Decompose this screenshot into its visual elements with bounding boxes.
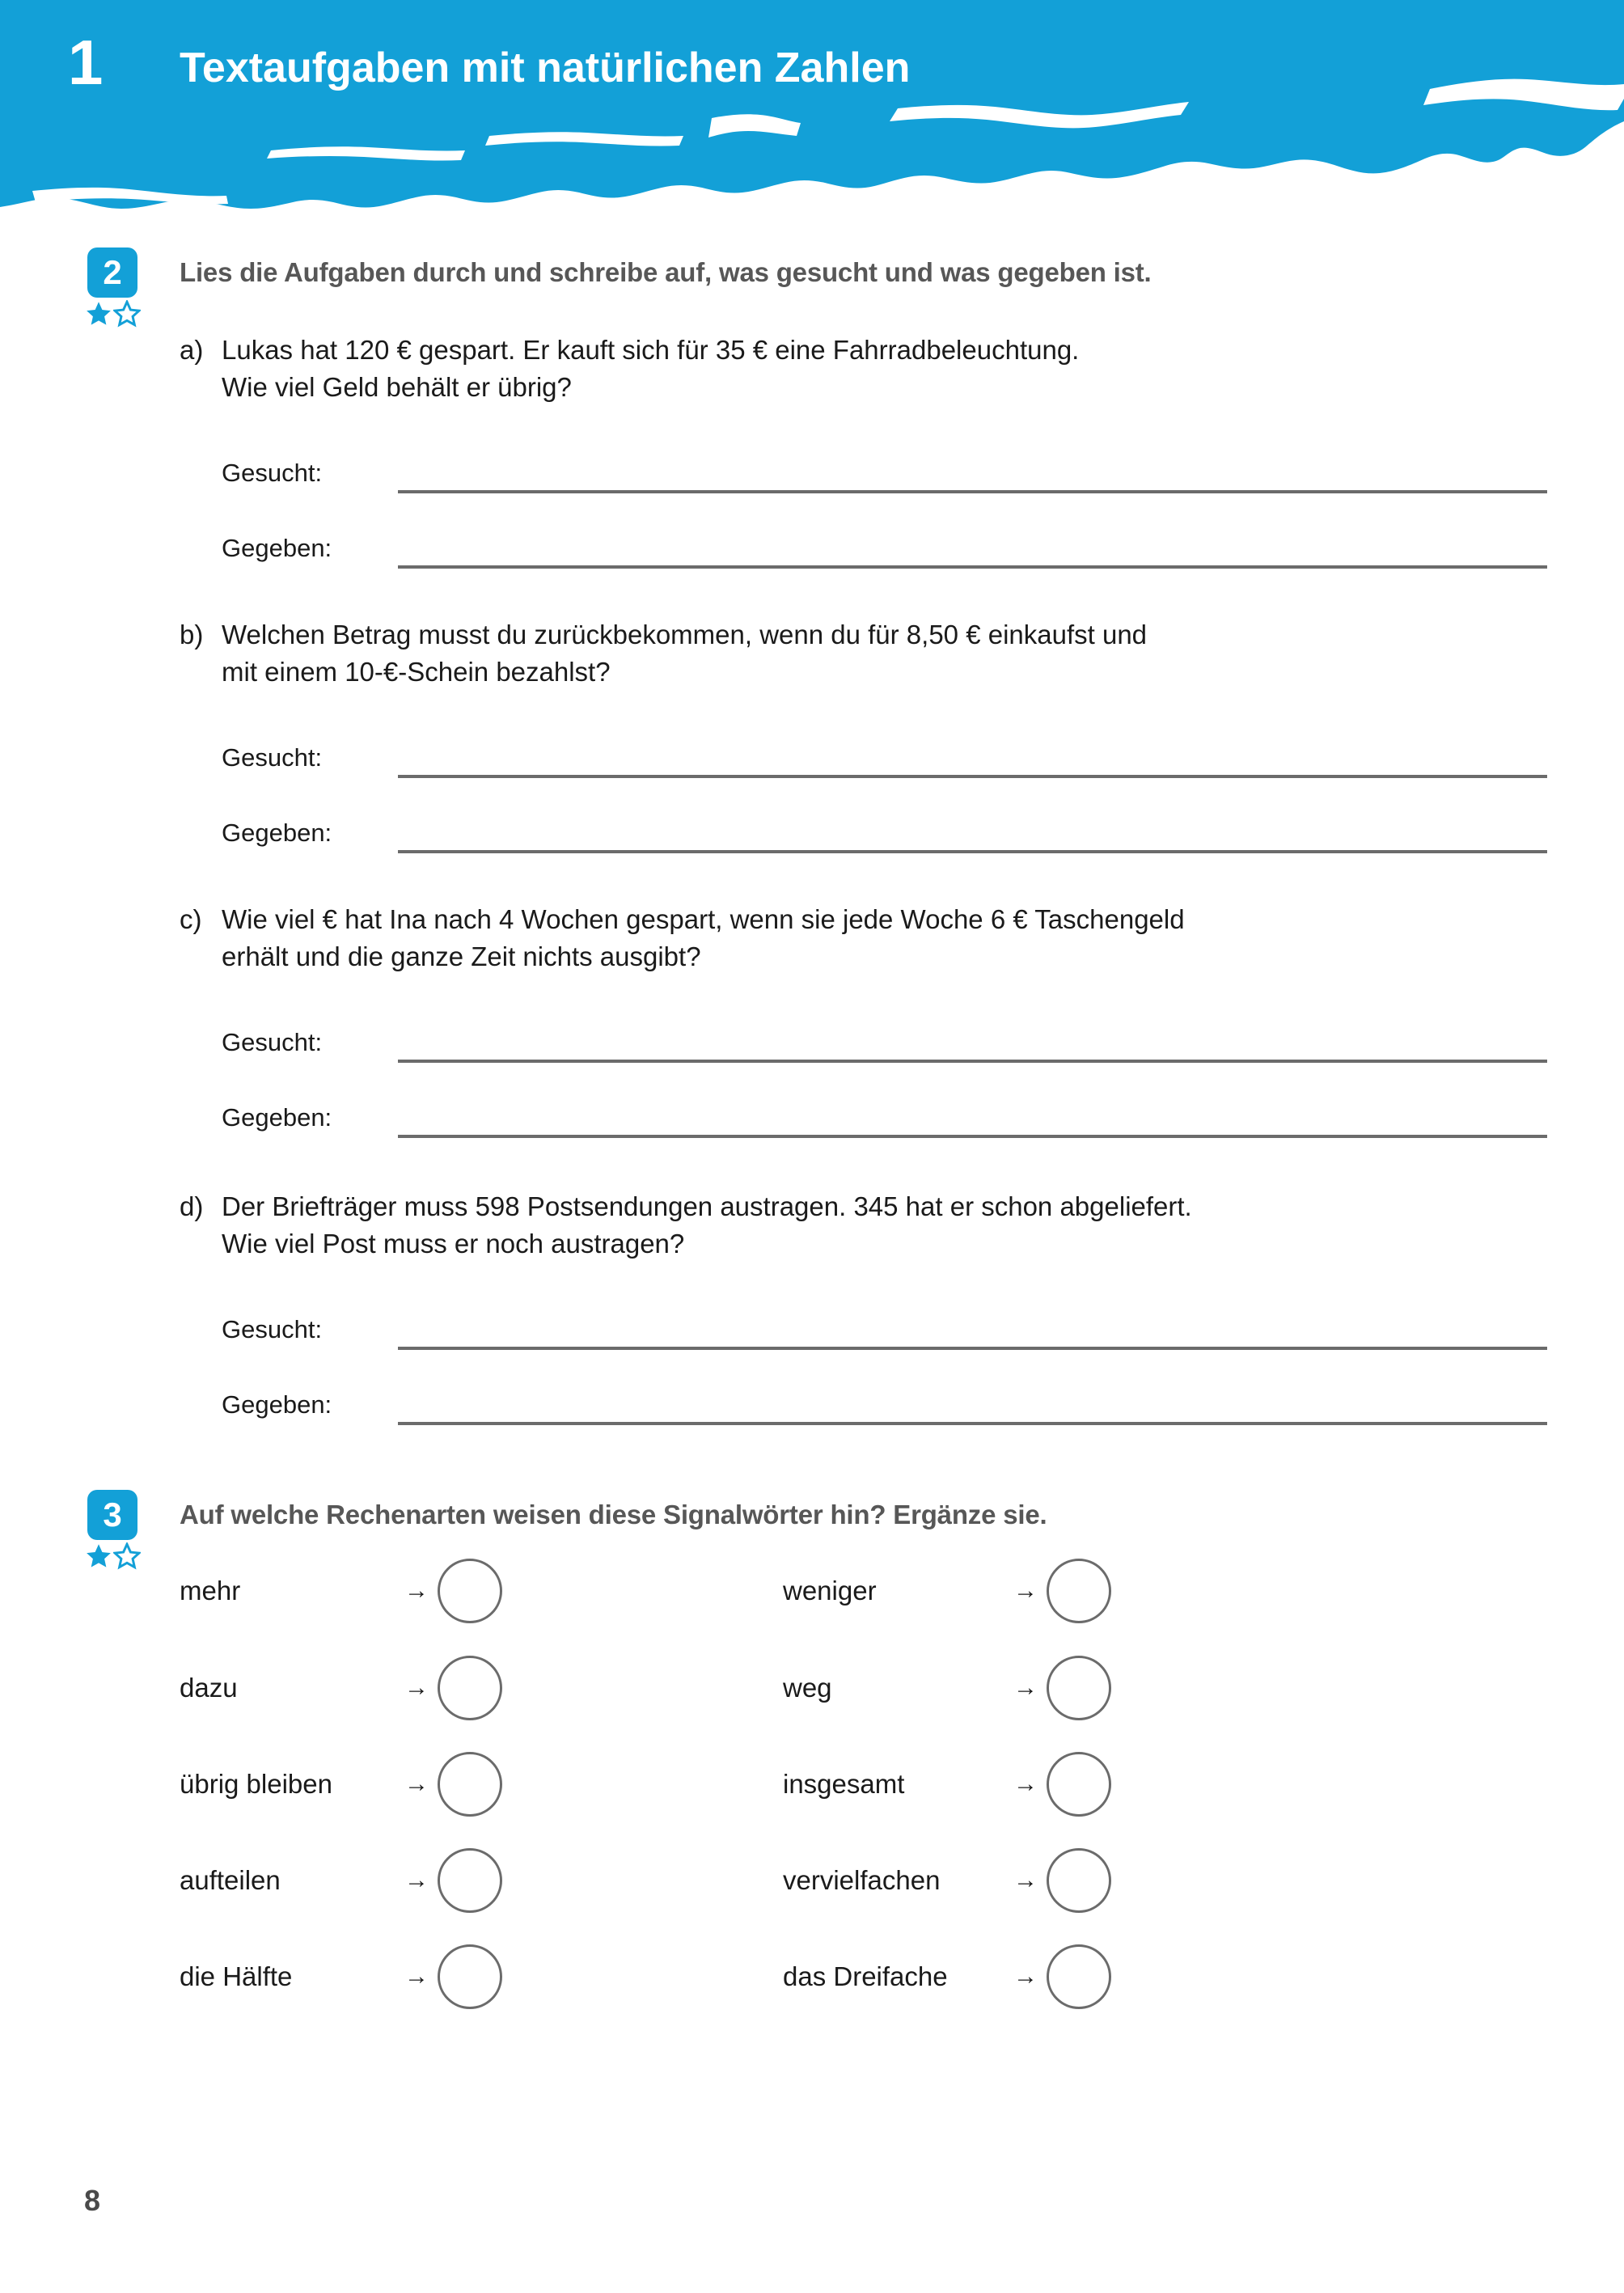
star-filled-icon xyxy=(85,300,112,328)
answer-circle-left-1[interactable] xyxy=(438,1559,502,1623)
answer-circle-left-3[interactable] xyxy=(438,1752,502,1817)
answer-circle-left-2[interactable] xyxy=(438,1656,502,1720)
header-banner xyxy=(0,0,1624,218)
star-outline-icon xyxy=(113,300,141,328)
task-c-gesucht-line[interactable] xyxy=(398,1060,1547,1063)
task-a-gegeben-label: Gegeben: xyxy=(222,534,332,562)
arrow-icon: → xyxy=(404,1867,429,1893)
signal-word-left-5: die Hälfte xyxy=(180,1961,293,1991)
answer-circle-right-4[interactable] xyxy=(1047,1848,1111,1913)
task-d-gegeben-label: Gegeben: xyxy=(222,1390,332,1419)
answer-circle-right-3[interactable] xyxy=(1047,1752,1111,1817)
task-c-gegeben-label: Gegeben: xyxy=(222,1103,332,1132)
exercise-number-badge: 2 xyxy=(87,247,137,298)
task-d-line2: Wie viel Post muss er noch austragen? xyxy=(222,1229,685,1259)
task-d-gesucht-line[interactable] xyxy=(398,1347,1547,1350)
task-letter-d: d) xyxy=(180,1191,204,1221)
answer-circle-left-4[interactable] xyxy=(438,1848,502,1913)
task-b-gegeben-label: Gegeben: xyxy=(222,819,332,847)
arrow-icon: → xyxy=(1013,1674,1038,1701)
exercise-3-badge-group xyxy=(76,1490,149,1570)
task-d-gesucht-label: Gesucht: xyxy=(222,1315,323,1343)
page-title: Textaufgaben mit natürlichen Zahlen xyxy=(180,44,911,91)
exercise-2-badge-group xyxy=(76,247,149,328)
signal-word-left-1: mehr xyxy=(180,1576,241,1606)
arrow-icon: → xyxy=(404,1963,429,1990)
arrow-icon: → xyxy=(1013,1771,1038,1797)
exercise-3-instruction: Auf welche Rechenarten weisen diese Signalwörter hin? Ergänze sie. xyxy=(180,1500,1047,1529)
task-a-gesucht-line[interactable] xyxy=(398,490,1547,493)
task-a-gegeben-line[interactable] xyxy=(398,565,1547,569)
signal-word-left-4: aufteilen xyxy=(180,1865,281,1895)
signal-word-left-2: dazu xyxy=(180,1673,238,1703)
task-letter-a: a) xyxy=(180,335,204,365)
signal-word-right-2: weg xyxy=(783,1673,832,1703)
signal-word-right-1: weniger xyxy=(783,1576,877,1606)
brushstroke-shape xyxy=(0,0,1624,218)
task-b-gesucht-line[interactable] xyxy=(398,775,1547,778)
arrow-icon: → xyxy=(404,1771,429,1797)
task-b-line1: Welchen Betrag musst du zurückbekommen, wenn du für 8,50 € einkaufst und xyxy=(222,620,1148,649)
exercise-2-instruction: Lies die Aufgaben durch und schreibe auf, was gesucht und was gegeben ist. xyxy=(180,257,1152,287)
arrow-icon: → xyxy=(1013,1867,1038,1893)
signal-word-left-3: übrig bleiben xyxy=(180,1769,332,1799)
arrow-icon: → xyxy=(404,1577,429,1604)
task-c-line2: erhält und die ganze Zeit nichts ausgibt? xyxy=(222,941,701,971)
arrow-icon: → xyxy=(1013,1963,1038,1990)
signal-word-right-4: vervielfachen xyxy=(783,1865,941,1895)
star-filled-icon xyxy=(85,1542,112,1570)
task-c-gesucht-label: Gesucht: xyxy=(222,1028,323,1056)
task-d-gegeben-line[interactable] xyxy=(398,1422,1547,1425)
task-d-line1: Der Briefträger muss 598 Postsendungen austragen. 345 hat er schon abgeliefert. xyxy=(222,1191,1192,1221)
signal-word-right-5: das Dreifache xyxy=(783,1961,948,1991)
arrow-icon: → xyxy=(1013,1577,1038,1604)
task-b-line2: mit einem 10-€-Schein bezahlst? xyxy=(222,657,611,687)
star-outline-icon xyxy=(113,1542,141,1570)
task-c-gegeben-line[interactable] xyxy=(398,1135,1547,1138)
answer-circle-right-1[interactable] xyxy=(1047,1559,1111,1623)
task-b-gesucht-label: Gesucht: xyxy=(222,743,323,772)
difficulty-stars xyxy=(76,1542,149,1570)
chapter-number: 1 xyxy=(68,27,103,98)
answer-circle-right-2[interactable] xyxy=(1047,1656,1111,1720)
answer-circle-right-5[interactable] xyxy=(1047,1944,1111,2009)
task-b-gegeben-line[interactable] xyxy=(398,850,1547,853)
task-a-line1: Lukas hat 120 € gespart. Er kauft sich für 35 € eine Fahrradbeleuchtung. xyxy=(222,335,1080,365)
difficulty-stars xyxy=(76,300,149,328)
signal-word-right-3: insgesamt xyxy=(783,1769,905,1799)
task-a-line2: Wie viel Geld behält er übrig? xyxy=(222,372,572,402)
exercise-number-badge: 3 xyxy=(87,1490,137,1540)
task-a-gesucht-label: Gesucht: xyxy=(222,459,323,487)
task-letter-c: c) xyxy=(180,904,202,934)
page-number: 8 xyxy=(84,2184,101,2217)
task-letter-b: b) xyxy=(180,620,204,649)
arrow-icon: → xyxy=(404,1674,429,1701)
task-c-line1: Wie viel € hat Ina nach 4 Wochen gespart, wenn sie jede Woche 6 € Taschengeld xyxy=(222,904,1185,934)
answer-circle-left-5[interactable] xyxy=(438,1944,502,2009)
